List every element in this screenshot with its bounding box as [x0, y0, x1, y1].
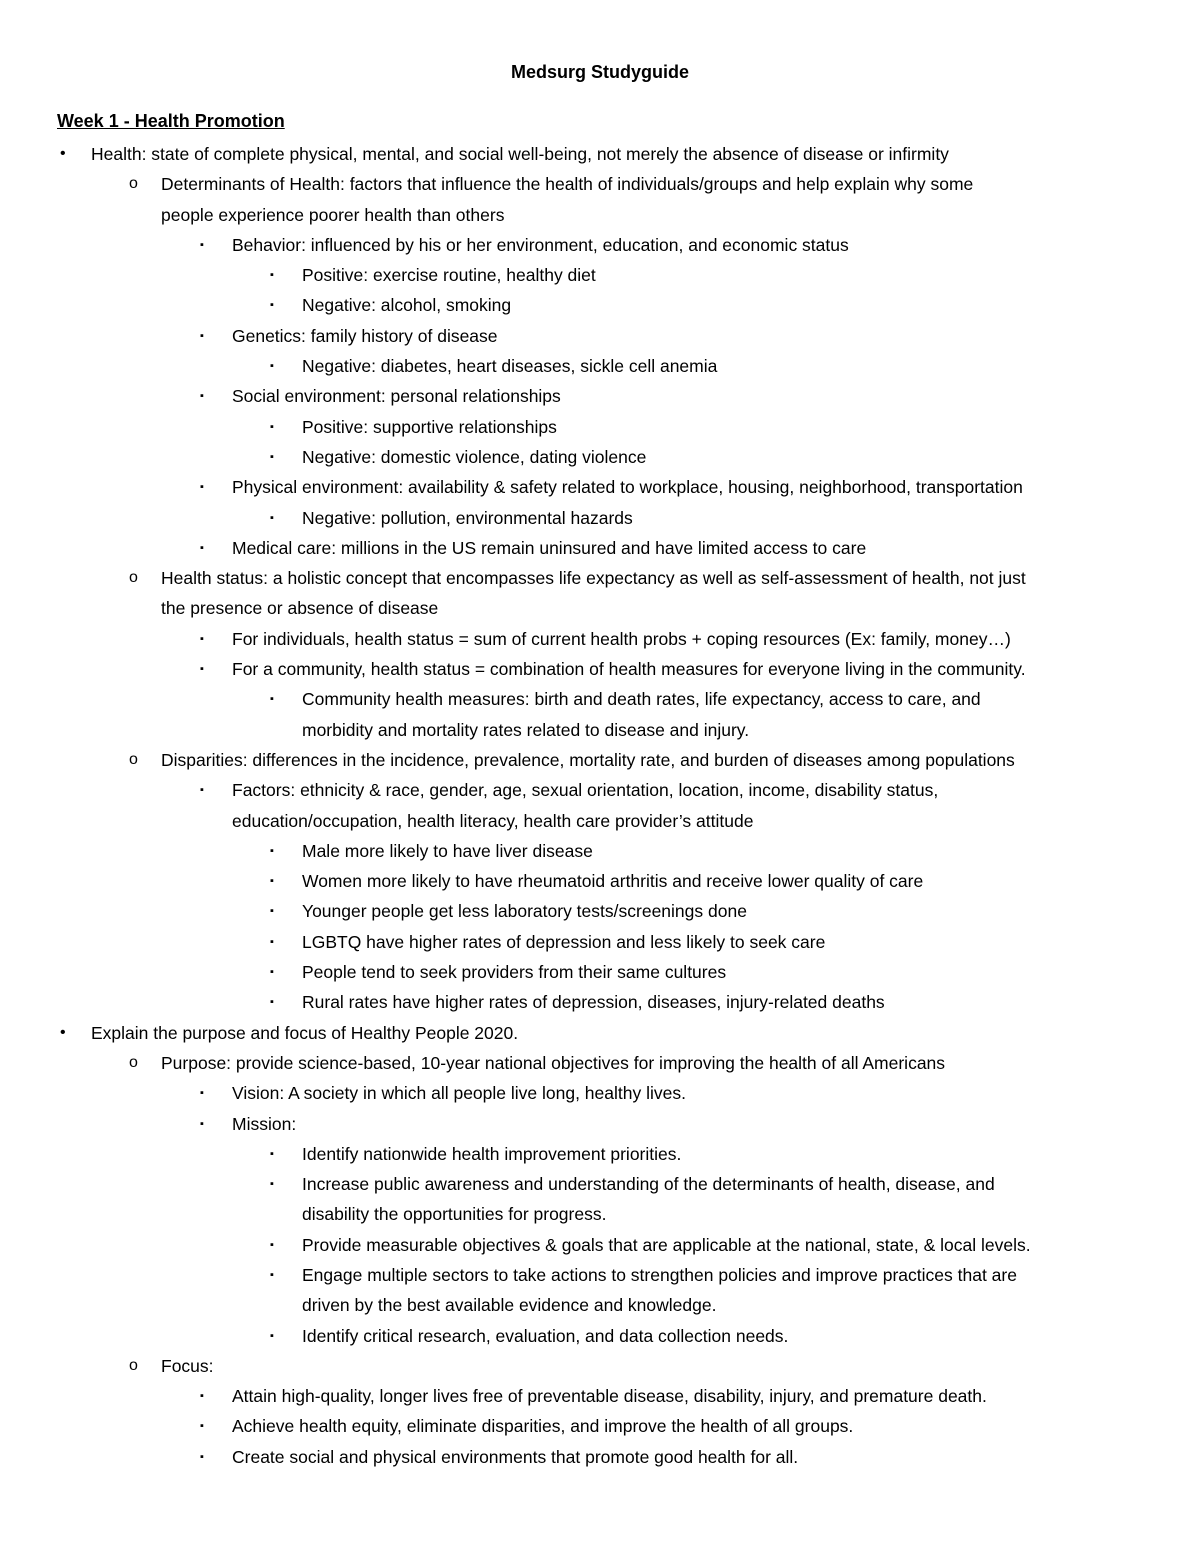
list-item: [0, 1109, 1200, 1139]
bullet-marker: ▪: [270, 1147, 274, 1160]
bullet-marker: ▪: [200, 481, 204, 494]
list-item-text: Purpose: provide science-based, 10-year national objectives for improving the health of all Americans: [161, 1052, 946, 1073]
list-item: [0, 139, 1200, 169]
list-item: [0, 927, 1200, 957]
bullet-marker: ▪: [270, 360, 274, 373]
bullet-marker: ▪: [270, 450, 274, 463]
bullet-marker: ▪: [270, 693, 274, 706]
list-item-text: Genetics: family history of disease: [232, 325, 498, 346]
list-item: [0, 1139, 1200, 1169]
list-item: [0, 715, 1200, 745]
list-item-text: Factors: ethnicity & race, gender, age, sexual orientation, location, income, disability status,: [232, 780, 939, 801]
list-item-text: Increase public awareness and understanding of the determinants of health, disease, and: [302, 1174, 995, 1195]
list-item-text: Physical environment: availability & safety related to workplace, housing, neighborhood, transportation: [232, 477, 1023, 498]
bullet-marker: ▪: [270, 299, 274, 312]
list-item: [0, 1260, 1200, 1290]
bullet-marker: ▪: [200, 541, 204, 554]
list-item-text: Create social and physical environments that promote good health for all.: [232, 1446, 799, 1467]
bullet-marker: ▪: [270, 1238, 274, 1251]
list-item-text: people experience poorer health than others: [161, 204, 505, 225]
bullet-marker: ▪: [270, 875, 274, 888]
list-item: [0, 503, 1200, 533]
list-item-text: Achieve health equity, eliminate disparities, and improve the health of all groups.: [232, 1416, 854, 1437]
list-item: [0, 533, 1200, 563]
bullet-marker: ▪: [270, 1329, 274, 1342]
list-item: [0, 1381, 1200, 1411]
list-item: [0, 321, 1200, 351]
list-item: [0, 957, 1200, 987]
list-item-text: Engage multiple sectors to take actions to strengthen policies and improve practices that are: [302, 1264, 1017, 1285]
bullet-marker: o: [129, 750, 138, 768]
list-item: [0, 1351, 1200, 1381]
bullet-marker: ▪: [270, 996, 274, 1009]
bullet-marker: ▪: [270, 905, 274, 918]
bullet-marker: ▪: [270, 1178, 274, 1191]
bullet-marker: o: [129, 1356, 138, 1374]
bullet-marker: o: [129, 175, 138, 193]
list-item-text: Positive: exercise routine, healthy diet: [302, 265, 596, 286]
list-item-text: Provide measurable objectives & goals that are applicable at the national, state, & local levels.: [302, 1234, 1031, 1255]
bullet-marker: ▪: [200, 238, 204, 251]
list-item: [0, 260, 1200, 290]
list-item-text: Health status: a holistic concept that encompasses life expectancy as well as self-assessment of health, not just: [161, 568, 1026, 589]
list-item-text: For individuals, health status = sum of current health probs + coping resources (Ex: family, money…): [232, 628, 1011, 649]
list-item-text: Mission:: [232, 1113, 297, 1134]
list-item-text: Medical care: millions in the US remain uninsured and have limited access to care: [232, 537, 867, 558]
list-item-text: education/occupation, health literacy, health care provider’s attitude: [232, 810, 754, 831]
list-item: [0, 593, 1200, 623]
bullet-marker: ▪: [200, 1450, 204, 1463]
list-item: [0, 866, 1200, 896]
list-item: [0, 775, 1200, 805]
document-title: Medsurg Studyguide: [510, 62, 689, 82]
list-item-text: Attain high-quality, longer lives free of preventable disease, disability, injury, and premature death.: [232, 1386, 987, 1407]
bullet-marker: ▪: [270, 966, 274, 979]
list-item: [0, 987, 1200, 1017]
list-item: [0, 442, 1200, 472]
list-item-text: the presence or absence of disease: [161, 598, 439, 619]
list-item: [0, 290, 1200, 320]
list-item-text: Behavior: influenced by his or her environment, education, and economic status: [232, 234, 849, 255]
list-item: [0, 351, 1200, 381]
list-item-text: Focus:: [161, 1355, 214, 1376]
list-item-text: Positive: supportive relationships: [302, 416, 557, 437]
list-item: [0, 624, 1200, 654]
list-item: [0, 381, 1200, 411]
bullet-marker: ▪: [270, 1268, 274, 1281]
bullet-marker: ▪: [200, 784, 204, 797]
list-item-text: Social environment: personal relationships: [232, 386, 561, 407]
list-item: [0, 836, 1200, 866]
bullet-marker: ▪: [270, 269, 274, 282]
list-item: [0, 1442, 1200, 1472]
list-item: [0, 1078, 1200, 1108]
list-item-text: Negative: domestic violence, dating violence: [302, 446, 647, 467]
list-item: [0, 806, 1200, 836]
list-item-text: Identify nationwide health improvement priorities.: [302, 1143, 682, 1164]
list-item-text: driven by the best available evidence and knowledge.: [302, 1295, 717, 1316]
list-item-text: Identify critical research, evaluation, and data collection needs.: [302, 1325, 789, 1346]
list-item-text: Determinants of Health: factors that influence the health of individuals/groups and help explain why some: [161, 174, 974, 195]
bullet-marker: ▪: [200, 1390, 204, 1403]
list-item: [0, 1048, 1200, 1078]
list-item-text: Male more likely to have liver disease: [302, 840, 593, 861]
list-item-text: disability the opportunities for progress.: [302, 1204, 607, 1225]
list-item-text: morbidity and mortality rates related to disease and injury.: [302, 719, 750, 740]
list-item: [0, 563, 1200, 593]
list-item-text: Rural rates have higher rates of depression, diseases, injury-related deaths: [302, 992, 885, 1013]
list-item: [0, 200, 1200, 230]
list-item: [0, 412, 1200, 442]
list-item-text: Negative: pollution, environmental hazards: [302, 507, 633, 528]
bullet-marker: o: [129, 1053, 138, 1071]
bullet-marker: ▪: [270, 935, 274, 948]
bullet-marker: ▪: [200, 663, 204, 676]
list-item-text: Disparities: differences in the incidence, prevalence, mortality rate, and burden of diseases among populations: [161, 749, 1015, 770]
list-item-text: Negative: alcohol, smoking: [302, 295, 512, 316]
bullet-marker: o: [129, 569, 138, 587]
list-item: [0, 896, 1200, 926]
list-item: [0, 1199, 1200, 1229]
list-item: [0, 654, 1200, 684]
bullet-marker: ▪: [270, 420, 274, 433]
list-item: [0, 1169, 1200, 1199]
list-item-text: Younger people get less laboratory tests/screenings done: [302, 901, 747, 922]
bullet-marker: •: [60, 1023, 66, 1041]
list-item-text: Women more likely to have rheumatoid arthritis and receive lower quality of care: [302, 871, 924, 892]
list-item: [0, 745, 1200, 775]
list-item-text: Community health measures: birth and death rates, life expectancy, access to care, and: [302, 689, 981, 710]
bullet-marker: •: [60, 145, 66, 162]
list-item-text: Explain the purpose and focus of Healthy People 2020.: [91, 1022, 519, 1043]
bullet-marker: ▪: [270, 511, 274, 524]
list-item-text: Health: state of complete physical, mental, and social well-being, not merely the absence of disease or infirmity: [91, 144, 949, 164]
list-item-text: For a community, health status = combination of health measures for everyone living in the community.: [232, 659, 1026, 680]
list-item: [0, 684, 1200, 714]
list-item: [0, 1018, 1200, 1048]
bullet-marker: ▪: [200, 1087, 204, 1100]
list-item: [0, 1290, 1200, 1320]
list-item-text: Negative: diabetes, heart diseases, sickle cell anemia: [302, 356, 718, 377]
bullet-marker: ▪: [270, 844, 274, 857]
outline-list: [0, 139, 1200, 1472]
list-item: [0, 1321, 1200, 1351]
list-item: [0, 1230, 1200, 1260]
bullet-marker: ▪: [200, 390, 204, 403]
list-item-text: People tend to seek providers from their same cultures: [302, 962, 727, 983]
bullet-marker: ▪: [200, 632, 204, 645]
list-item: [0, 472, 1200, 502]
bullet-marker: ▪: [200, 1117, 204, 1130]
list-item: [0, 1411, 1200, 1441]
section-heading: Week 1 - Health Promotion: [57, 111, 285, 131]
list-item: [0, 230, 1200, 260]
list-item-text: LGBTQ have higher rates of depression and less likely to seek care: [302, 931, 826, 952]
list-item: [0, 169, 1200, 199]
bullet-marker: ▪: [200, 329, 204, 342]
bullet-marker: ▪: [200, 1420, 204, 1433]
list-item-text: Vision: A society in which all people live long, healthy lives.: [232, 1083, 686, 1104]
